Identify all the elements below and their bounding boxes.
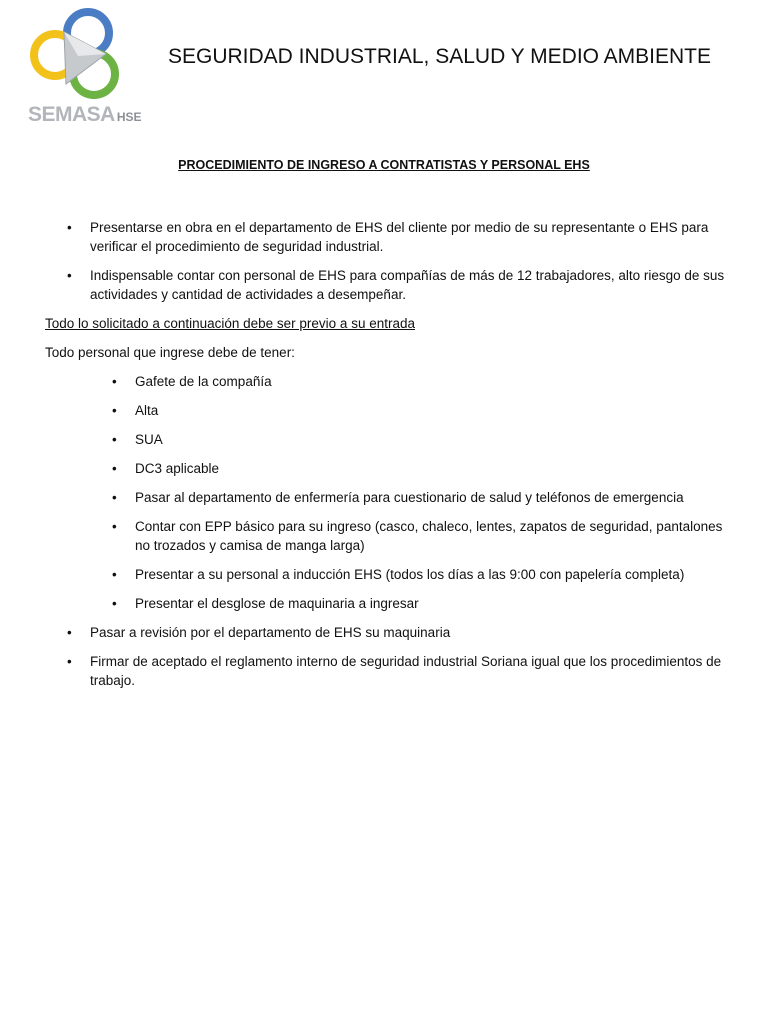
- list-item: • Alta: [45, 401, 725, 420]
- logo-brand: SEMASA: [28, 103, 115, 126]
- requirements-list: [45, 372, 725, 613]
- requirements-heading: Todo personal que ingrese debe de tener:: [45, 345, 295, 360]
- header-title: SEGURIDAD INDUSTRIAL, SALUD Y MEDIO AMBIENTE: [168, 45, 712, 68]
- closing-list: [45, 623, 725, 690]
- list-item: • Pasar al departamento de enfermería para cuestionario de salud y teléfonos de emergencia: [45, 488, 725, 507]
- list-item: • Presentar a su personal a inducción EHS (todos los días a las 9:00 con papelería completa): [45, 565, 725, 584]
- list-item: • Pasar a revisión por el departamento de EHS su maquinaria: [45, 623, 725, 642]
- company-logo: [26, 4, 142, 128]
- intro-list: [45, 218, 725, 304]
- list-item: • Firmar de aceptado el reglamento interno de seguridad industrial Soriana igual que los procedimientos de trabajo.: [45, 652, 725, 690]
- list-item: • Presentar el desglose de maquinaria a ingresar: [45, 594, 725, 613]
- list-item: • DC3 aplicable: [45, 459, 725, 478]
- logo-rings-icon: [26, 4, 136, 104]
- document-body: [45, 218, 725, 700]
- list-item: • Gafete de la compañía: [45, 372, 725, 391]
- list-item: • Contar con EPP básico para su ingreso (casco, chaleco, lentes, zapatos de seguridad, pantalones no trozados y camisa de manga larga): [45, 517, 725, 555]
- logo-text: [28, 103, 142, 127]
- list-item: • Presentarse en obra en el departamento de EHS del cliente por medio de su representante o EHS para verificar el procedimiento de seguridad industrial.: [45, 218, 725, 256]
- list-item: • Indispensable contar con personal de EHS para compañías de más de 12 trabajadores, alto riesgo de sus actividades y cantidad de actividades a desempeñar.: [45, 266, 725, 304]
- list-item: • SUA: [45, 430, 725, 449]
- notice-text: Todo lo solicitado a continuación debe ser previo a su entrada: [45, 316, 415, 331]
- document-title: PROCEDIMIENTO DE INGRESO A CONTRATISTAS Y PERSONAL EHS: [178, 158, 590, 172]
- logo-suffix: HSE: [116, 110, 142, 124]
